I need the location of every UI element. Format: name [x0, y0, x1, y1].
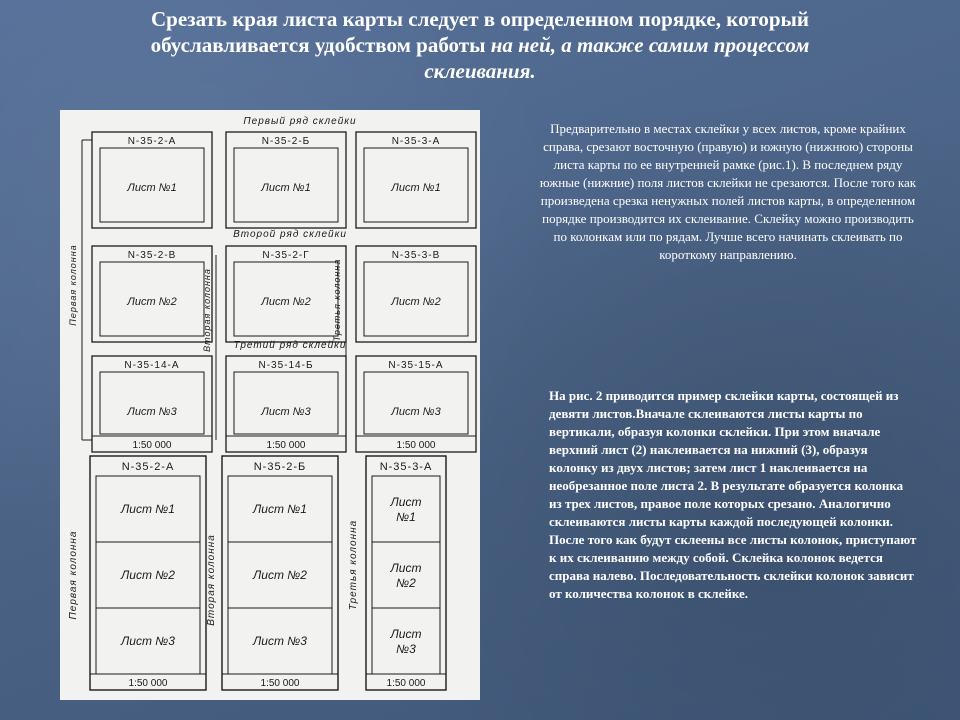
sheet-code: N-35-2-Г: [262, 250, 310, 261]
sheet-code: N-35-2-В: [127, 250, 177, 261]
column-sheet-label: №2: [396, 576, 416, 590]
row-label: Третий ряд склейки: [233, 340, 347, 351]
paragraph-example: На рис. 2 приводится пример склейки карты, состоящей из девяти листов.Вначале склеиваются листы карты по вертикали, образуя колонки склейки. При этом вначале верхний лист (2) наклеивается на нижний (3), образуя колонку из двух листов; затем лист 1 наклеивается на необрезанное поле листа 2. В результате образуется колонка из трех листов, правое поле которых срезано. Аналогично склеиваются листы карты каждой последующей колонки. После того как будут склеены все листы колонок, приступают к их склеиванию между собой. Склейка колонок ведется справа налево. Последовательность склейки колонок зависит от количества колонок в склейке.: [549, 388, 917, 601]
row-label: Первый ряд склейки: [243, 116, 357, 127]
sheet-label: Лист №2: [127, 296, 177, 308]
sheet-inner-frame: [100, 372, 204, 434]
sheet-label: Лист №3: [127, 406, 177, 418]
row-label: Второй ряд склейки: [233, 229, 347, 240]
sheet-code: N-35-14-Б: [258, 360, 314, 371]
sheet-label: Лист №1: [261, 182, 311, 194]
column-sheet-label: Лист №2: [253, 568, 307, 582]
column-sheet-label: Лист: [390, 561, 422, 575]
column-sheet-label: Лист №1: [253, 502, 307, 516]
column-label: Вторая колонна: [202, 268, 212, 352]
scale-label: 1:50 000: [132, 440, 172, 451]
sheet-label: Лист №3: [391, 406, 441, 418]
column-sheet-label: №1: [396, 510, 416, 524]
bottom-column-label: Третья колонна: [348, 519, 359, 611]
title-line-3: склеивания.: [424, 59, 536, 83]
title-line-2: [60, 32, 900, 58]
sheet-label: Лист №1: [391, 182, 441, 194]
map-gluing-figure: [60, 110, 480, 700]
map-gluing-diagram: [60, 110, 480, 700]
column-sheet-label: Лист: [390, 495, 422, 509]
sheet-code: N-35-14-А: [124, 360, 180, 371]
column-sheet-label: Лист №1: [121, 502, 175, 516]
sheet-inner-frame: [364, 372, 468, 434]
sheet-label: Лист №2: [261, 296, 311, 308]
bottom-column-label: Вторая колонна: [206, 534, 217, 626]
column-sheet-label: Лист: [390, 627, 422, 641]
column-sheet-label: Лист №3: [253, 634, 307, 648]
sheet-label: Лист №1: [127, 182, 177, 194]
column-label: Первая колонна: [68, 244, 78, 326]
sheet-code: N-35-3-А: [391, 136, 441, 147]
scale-label: 1:50 000: [396, 440, 436, 451]
slide-title: [60, 6, 900, 84]
column-code: N-35-2-Б: [253, 461, 307, 473]
column-code: N-35-3-А: [379, 461, 433, 473]
sheet-code: N-35-2-А: [127, 136, 177, 147]
column-sheet-label: №3: [396, 642, 416, 656]
paragraph-preparation: Предварительно в местах склейки у всех листов, кроме крайних справа, срезают восточную (правую) и южную (нижнюю) стороны листа карты по ее внутренней рамке (рис.1). В последнем ряду южные (нижние) поля листов склейки не срезаются. После того как произведена срезка ненужных полей листов карты, в определенном порядке производится их склеивание. Склейку можно производить по колонкам или по рядам. Лучше всего начинать склеивать по короткому направлению.: [539, 121, 917, 262]
column-scale-label: 1:50 000: [386, 678, 426, 689]
column-scale-label: 1:50 000: [260, 678, 300, 689]
sheet-code: N-35-2-Б: [261, 136, 311, 147]
bottom-column-label: Первая колонна: [68, 530, 79, 620]
title-line-1: Срезать края листа карты следует в определенном порядке, который: [150, 7, 810, 31]
scale-label: 1:50 000: [266, 440, 306, 451]
column-scale-label: 1:50 000: [128, 678, 168, 689]
sheet-code: N-35-3-В: [391, 250, 441, 261]
sheet-label: Лист №3: [261, 406, 311, 418]
title-line-2-italic: на ней, а также самим процессом: [490, 33, 810, 57]
column-label: Третья колонна: [332, 258, 342, 342]
column-sheet-label: Лист №2: [121, 568, 175, 582]
column-sheet-label: Лист №3: [121, 634, 175, 648]
title-line-2-normal: обуславливается удобством работы: [150, 33, 491, 57]
sheet-label: Лист №2: [391, 296, 441, 308]
column-code: N-35-2-А: [121, 461, 175, 473]
sheet-inner-frame: [234, 372, 338, 434]
sheet-code: N-35-15-А: [388, 360, 444, 371]
